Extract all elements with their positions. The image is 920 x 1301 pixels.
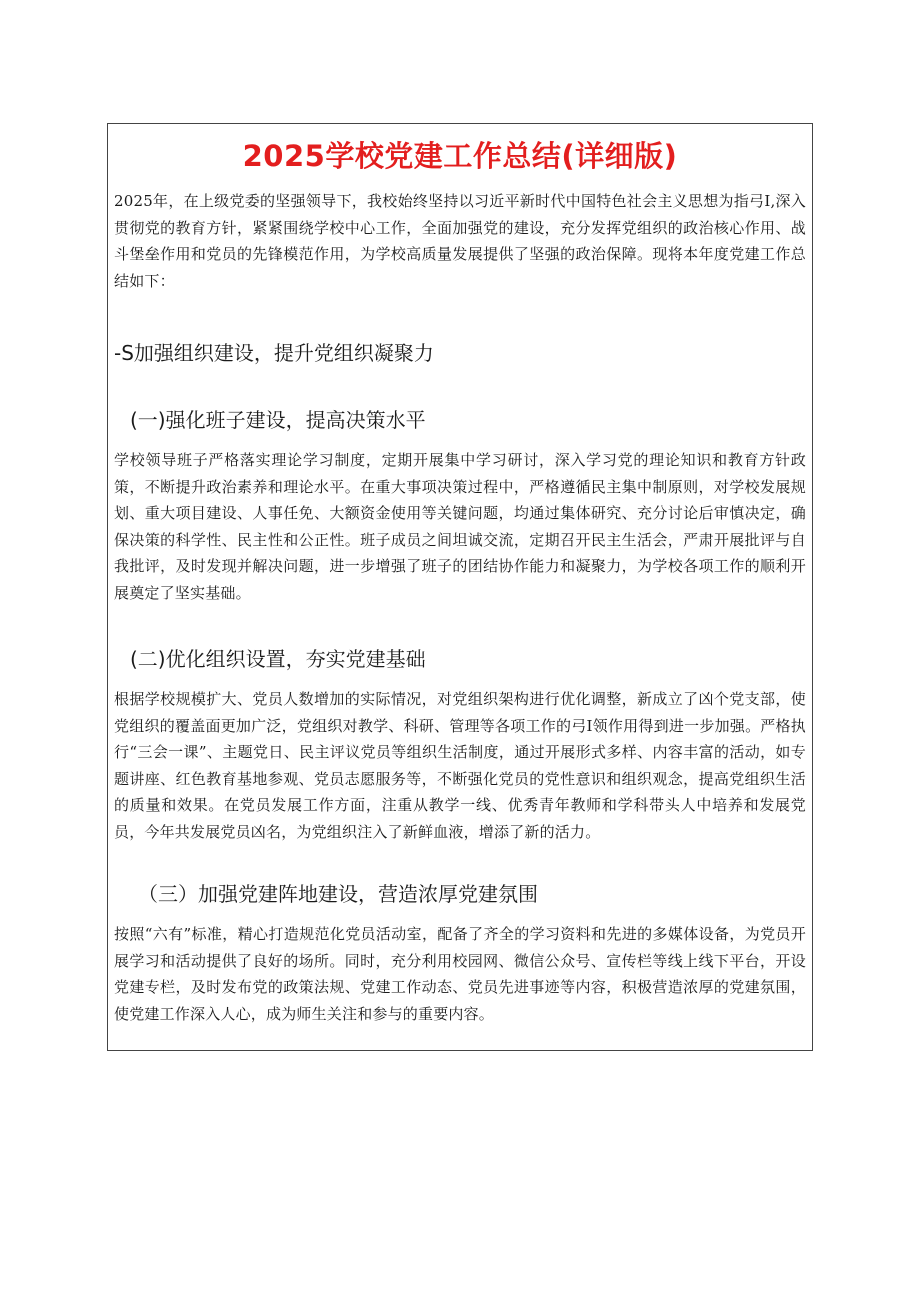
document-frame <box>107 123 813 1051</box>
subsection-body-2: 根据学校规模扩大、党员人数增加的实际情况，对党组织架构进行优化调整，新成立了凶个党支部，使党组织的覆盖面更加广泛，党组织对教学、科研、管理等各项工作的弓I领作用得到进一步加强。严格执行“三会一课”、主题党日、民主评议党员等组织生活制度，通过开展形式多样、内容丰富的活动，如专题讲座、红色教育基地参观、党员志愿服务等，不断强化党员的党性意识和组织观念，提高党组织生活的质量和效果。在党员发展工作方面，注重从教学一线、优秀青年教师和学科带头人中培养和发展党员，今年共发展党员凶名，为党组织注入了新鲜血液，增添了新的活力。 <box>114 690 806 841</box>
document-content <box>108 124 812 1027</box>
subsection-body-1: 学校领导班子严格落实理论学习制度，定期开展集中学习研讨，深入学习党的理论知识和教育方针政策，不断提升政治素养和理论水平。在重大事项决策过程中，严格遵循民主集中制原则，对学校发展规划、重大项目建设、人事任免、大额资金使用等关键问题，均通过集体研究、充分讨论后审慎决定，确保决策的科学性、民主性和公正性。班子成员之间坦诚交流，定期召开民主生活会，严肃开展批评与自我批评，及时发现并解决问题，进一步增强了班子的团结协作能力和凝聚力，为学校各项工作的顺利开展奠定了坚实基础。 <box>114 451 806 602</box>
subsection-heading-3: （三）加强党建阵地建设，营造浓厚党建氛围 <box>138 882 538 906</box>
section-heading-1: -S加强组织建设，提升党组织凝聚力 <box>114 341 434 365</box>
subsection-body-3: 按照“六有”标准，精心打造规范化党员活动室，配备了齐全的学习资料和先进的多媒体设备，为党员开展学习和活动提供了良好的场所。同时，充分利用校园网、微信公众号、宣传栏等线上线下平台，开设党建专栏，及时发布党的政策法规、党建工作动态、党员先进事迹等内容，积极营造浓厚的党建氛围，使党建工作深入人心，成为师生关注和参与的重要内容。 <box>114 925 806 1023</box>
subsection-heading-2: (二)优化组织设置，夯实党建基础 <box>130 647 426 671</box>
document-title: 2025学校党建工作总结(详细版) <box>242 139 678 173</box>
intro-paragraph: 2025年，在上级党委的坚强领导下，我校始终坚持以习近平新时代中国特色社会主义思想为指弓I,深入贯彻党的教育方针，紧紧围绕学校中心工作，全面加强党的建设，充分发挥党组织的政治核心作用、战斗堡垒作用和党员的先锋模范作用，为学校高质量发展提供了坚强的政治保障。现将本年度党建工作总结如下： <box>114 192 806 290</box>
subsection-heading-1: (一)强化班子建设，提高决策水平 <box>130 408 426 432</box>
